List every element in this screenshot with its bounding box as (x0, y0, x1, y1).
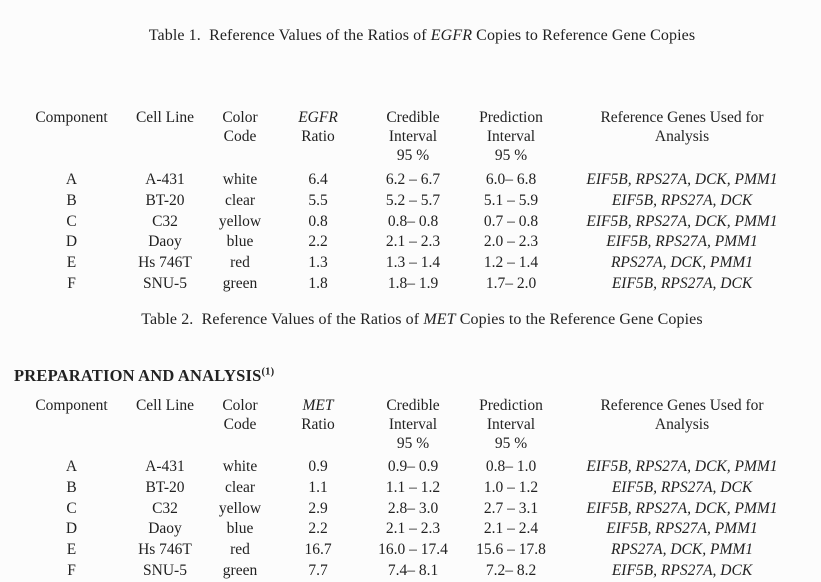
header-text: Analysis (654, 416, 710, 433)
table-row-f (25, 274, 800, 295)
cell-ratio: 16.7 (304, 541, 332, 559)
cell-cell-line: SNU-5 (143, 561, 187, 579)
header-text: 95 % (494, 147, 528, 164)
cell-ratio: 6.4 (308, 171, 328, 188)
cell-credible-interval: 0.9– 0.9 (387, 458, 439, 475)
column-header-color-code (212, 108, 268, 165)
cell-color-code: green (222, 274, 258, 292)
cell-prediction-interval: 1.2 – 1.4 (483, 254, 539, 272)
cell-ratio: 1.3 (308, 254, 328, 272)
table-row-a (25, 453, 800, 478)
table-row-d (25, 232, 800, 253)
cell-reference-genes: EIF5B, RPS27A, DCK, PMM1 (586, 171, 778, 188)
cell-credible-interval: 2.1 – 2.3 (385, 233, 441, 251)
cell-component: D (65, 233, 78, 251)
cell-color-code: blue (226, 233, 254, 251)
cell-prediction-interval: 7.2– 8.2 (485, 561, 537, 579)
cell-credible-interval: 1.8– 1.9 (387, 274, 439, 292)
cell-prediction-interval: 1.0 – 1.2 (483, 478, 539, 496)
cell-color-code: yellow (218, 499, 262, 517)
cell-credible-interval: 5.2 – 5.7 (385, 191, 441, 209)
section-heading-text: PREPARATION AND ANALYSIS (14, 366, 262, 385)
header-text: Interval (486, 128, 536, 145)
cell-cell-line: C32 (152, 212, 178, 230)
header-text: Interval (388, 128, 438, 145)
table-row-e (25, 253, 800, 274)
column-header-cell-line (118, 108, 212, 165)
cell-prediction-interval: 0.8– 1.0 (485, 458, 537, 475)
cell-component: C (66, 212, 77, 230)
table2-title-prefix: Table 2. Reference Values of the Ratios of (141, 311, 424, 328)
section-heading-preparation-and-analysis (14, 366, 274, 386)
cell-cell-line: BT-20 (145, 191, 185, 209)
table1-header (25, 108, 800, 165)
cell-reference-genes: EIF5B, RPS27A, DCK, PMM1 (586, 499, 778, 517)
cell-color-code: white (222, 171, 258, 188)
table1-title-suffix: Copies to Reference Gene Copies (472, 27, 696, 44)
column-header-reference-genes (564, 396, 800, 453)
header-text: Credible (386, 109, 440, 126)
cell-component: A (65, 458, 78, 475)
column-header-component (25, 108, 118, 165)
cell-reference-genes: EIF5B, RPS27A, DCK (611, 478, 753, 496)
table1-title (22, 27, 821, 45)
table-row-b (25, 191, 800, 212)
column-header-reference-genes (564, 108, 800, 165)
table2-title-suffix: Copies to the Reference Gene Copies (455, 311, 703, 328)
header-text: 95 % (396, 147, 430, 164)
cell-ratio: 2.9 (308, 499, 328, 517)
header-text: Code (223, 128, 257, 145)
header-text: Ratio (301, 128, 335, 145)
cell-credible-interval: 1.3 – 1.4 (385, 254, 441, 272)
table-row-a (25, 165, 800, 191)
cell-prediction-interval: 15.6 – 17.8 (476, 541, 546, 559)
column-header-component (25, 396, 118, 453)
cell-prediction-interval: 2.1 – 2.4 (483, 520, 539, 538)
column-header-prediction-interval (458, 108, 564, 165)
cell-component: E (66, 541, 77, 559)
cell-credible-interval: 16.0 – 17.4 (378, 541, 448, 559)
cell-color-code: green (222, 561, 258, 579)
header-text: Reference Genes Used for (600, 109, 764, 126)
table-row-d (25, 519, 800, 540)
cell-ratio: 5.5 (308, 191, 328, 209)
header-text: Ratio (301, 416, 335, 433)
cell-component: F (67, 561, 76, 579)
cell-ratio: 0.9 (308, 458, 328, 475)
cell-reference-genes: EIF5B, RPS27A, DCK, PMM1 (586, 212, 778, 230)
cell-cell-line: A-431 (145, 171, 185, 188)
column-header-credible-interval (368, 108, 458, 165)
cell-reference-genes: EIF5B, RPS27A, PMM1 (606, 520, 758, 538)
cell-cell-line: Daoy (148, 233, 182, 251)
cell-ratio: 2.2 (308, 520, 328, 538)
cell-credible-interval: 2.1 – 2.3 (385, 520, 441, 538)
column-header-egfr-ratio (268, 108, 368, 165)
header-text: Prediction (479, 109, 543, 126)
header-gene-text: EGFR (298, 109, 338, 126)
header-text: Color (222, 397, 258, 414)
cell-cell-line: BT-20 (145, 478, 185, 496)
header-text: 95 % (396, 435, 430, 452)
cell-reference-genes: EIF5B, RPS27A, DCK (611, 561, 753, 579)
cell-reference-genes: RPS27A, DCK, PMM1 (610, 541, 754, 559)
table2-title-gene: MET (423, 311, 456, 328)
cell-prediction-interval: 2.7 – 3.1 (483, 499, 539, 517)
table-row-f (25, 561, 800, 582)
cell-component: D (65, 520, 78, 538)
cell-credible-interval: 7.4– 8.1 (387, 561, 439, 579)
cell-reference-genes: EIF5B, RPS27A, DCK (611, 191, 753, 209)
cell-color-code: clear (224, 191, 256, 209)
cell-prediction-interval: 0.7 – 0.8 (483, 212, 539, 230)
cell-reference-genes: EIF5B, RPS27A, PMM1 (606, 233, 758, 251)
table-row-b (25, 478, 800, 499)
cell-ratio: 2.2 (308, 233, 328, 251)
header-text: Analysis (654, 128, 710, 145)
cell-color-code: yellow (218, 212, 262, 230)
cell-color-code: red (230, 541, 250, 559)
table-row-c (25, 499, 800, 520)
cell-prediction-interval: 2.0 – 2.3 (483, 233, 539, 251)
table2-title (22, 311, 821, 329)
cell-reference-genes: RPS27A, DCK, PMM1 (610, 254, 754, 272)
cell-cell-line: Hs 746T (138, 254, 192, 272)
table2-header (25, 396, 800, 453)
cell-cell-line: Daoy (148, 520, 182, 538)
column-header-prediction-interval (458, 396, 564, 453)
cell-credible-interval: 6.2 – 6.7 (385, 171, 441, 188)
cell-reference-genes: EIF5B, RPS27A, DCK, PMM1 (586, 458, 778, 475)
column-header-credible-interval (368, 396, 458, 453)
table2 (25, 396, 800, 582)
cell-component: A (65, 171, 78, 188)
cell-color-code: red (230, 254, 250, 272)
cell-cell-line: C32 (152, 499, 178, 517)
table1 (25, 108, 800, 295)
cell-color-code: white (222, 458, 258, 475)
cell-prediction-interval: 6.0– 6.8 (485, 171, 537, 188)
header-text: Component (35, 109, 108, 126)
column-header-color-code (212, 396, 268, 453)
header-text: Cell Line (135, 397, 195, 414)
header-text: Interval (388, 416, 438, 433)
cell-ratio: 0.8 (308, 212, 328, 230)
cell-color-code: clear (224, 478, 256, 496)
cell-reference-genes: EIF5B, RPS27A, DCK (611, 274, 753, 292)
cell-credible-interval: 1.1 – 1.2 (385, 478, 441, 496)
header-text: Code (223, 416, 257, 433)
header-gene-text: MET (302, 397, 334, 414)
cell-ratio: 1.1 (308, 478, 328, 496)
table1-title-gene: EGFR (430, 27, 473, 44)
cell-prediction-interval: 1.7– 2.0 (485, 274, 537, 292)
cell-component: F (67, 274, 76, 292)
cell-cell-line: A-431 (145, 458, 185, 475)
cell-component: C (66, 499, 77, 517)
cell-component: B (66, 191, 77, 209)
column-header-met-ratio (268, 396, 368, 453)
header-text: Interval (486, 416, 536, 433)
cell-component: E (66, 254, 77, 272)
cell-cell-line: Hs 746T (138, 541, 192, 559)
section-heading-footnote-marker: (1) (261, 366, 275, 378)
header-text: Credible (386, 397, 440, 414)
header-text: 95 % (494, 435, 528, 452)
header-text: Reference Genes Used for (600, 397, 764, 414)
header-text: Prediction (479, 397, 543, 414)
cell-ratio: 7.7 (308, 561, 328, 579)
cell-component: B (66, 478, 77, 496)
header-text: Component (35, 397, 108, 414)
cell-prediction-interval: 5.1 – 5.9 (483, 191, 539, 209)
header-text: Cell Line (135, 109, 195, 126)
column-header-cell-line (118, 396, 212, 453)
cell-credible-interval: 2.8– 3.0 (387, 499, 439, 517)
cell-credible-interval: 0.8– 0.8 (387, 212, 439, 230)
cell-cell-line: SNU-5 (143, 274, 187, 292)
cell-ratio: 1.8 (308, 274, 328, 292)
header-text: Color (222, 109, 258, 126)
table-row-c (25, 212, 800, 233)
table-row-e (25, 540, 800, 561)
table1-title-prefix: Table 1. Reference Values of the Ratios of (148, 27, 431, 44)
cell-color-code: blue (226, 520, 254, 538)
